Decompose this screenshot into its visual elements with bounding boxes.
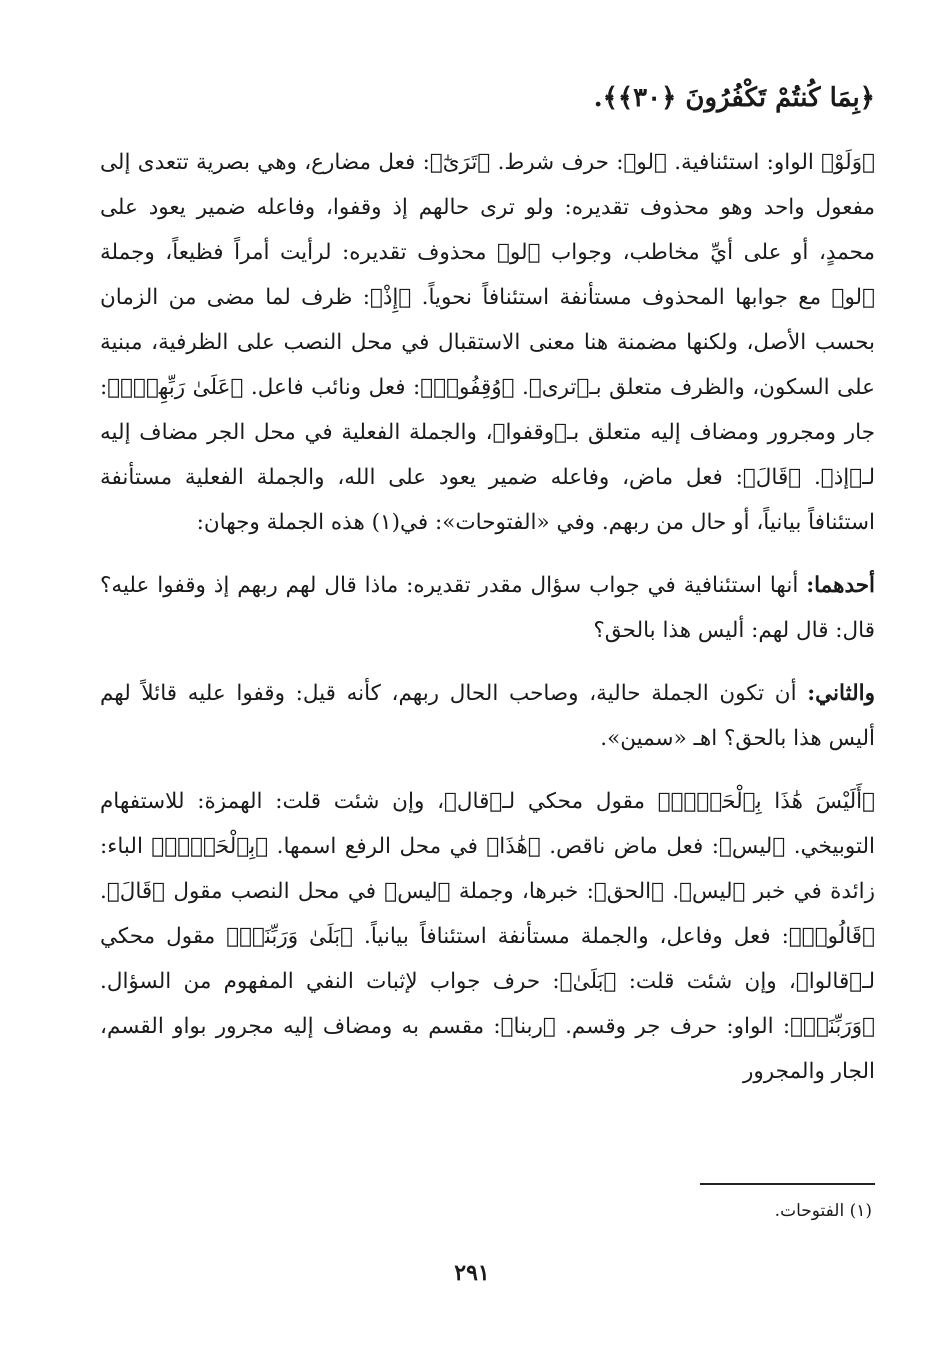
first-view-text: أنها استئنافية في جواب سؤال مقدر تقديره: ماذا قال لهم ربهم إذ وقفوا عليه؟ قال: قال لهم: أليس هذا بالحق؟ — [100, 573, 875, 643]
footnote-divider — [700, 1183, 875, 1185]
first-view-label: أحدهما: — [806, 573, 875, 598]
second-view-text: أن تكون الجملة حالية، وصاحب الحال ربهم، كأنه قيل: وقفوا عليه قائلاً لهم أليس هذا بالحق؟ اهـ «سمين». — [100, 681, 875, 751]
footnote: (١) الفتوحات. — [774, 1201, 872, 1221]
page-number: ٢٩١ — [454, 1260, 490, 1286]
paragraph-first-view — [100, 563, 875, 653]
paragraph-second-view — [100, 671, 875, 761]
page-body — [100, 78, 875, 1112]
second-view-label: والثاني: — [807, 681, 875, 706]
paragraph-grammar-2: ﴿أَلَيْسَ هَٰذَا بِٱلْحَقِّۚ﴾ مقول محكي لـ﴿قال﴾، وإن شئت قلت: الهمزة: للاستفهام التوبيخي. ﴿ليس﴾: فعل ماض ناقص. ﴿هَٰذَا﴾ في محل الرفع اسمها. ﴿بِٱلْحَقِّۚ﴾ الباء: زائدة في خبر ﴿ليس﴾. ﴿الحق﴾: خبرها، وجملة ﴿ليس﴾ في محل النصب مقول ﴿قَالَ﴾. ﴿قَالُوا۟﴾: فعل وفاعل، والجملة مستأنفة استئنافاً بيانياً. ﴿بَلَىٰ وَرَبِّنَاۚ﴾ مقول محكي لـ﴿قالوا﴾، وإن شئت قلت: ﴿بَلَىٰ﴾: حرف جواب لإثبات النفي المفهوم من السؤال. ﴿وَرَبِّنَاۚ﴾: الواو: حرف جر وقسم. ﴿ربنا﴾: مقسم به ومضاف إليه مجرور بواو القسم، الجار والمجرور — [100, 789, 875, 1084]
paragraph-grammar-1: ﴿وَلَوْ﴾ الواو: استئنافية. ﴿لو﴾: حرف شرط. ﴿تَرَىٰٓ﴾: فعل مضارع، وهي بصرية تتعدى إلى مفعول واحد وهو محذوف تقديره: ولو ترى حالهم إذ وقفوا، وفاعله ضمير يعود على محمدٍ، أو على أيِّ مخاطب، وجواب ﴿لو﴾ محذوف تقديره: لرأيت أمراً فظيعاً، وجملة ﴿لو﴾ مع جوابها المحذوف مستأنفة استئنافاً نحوياً. ﴿إِذْ﴾: ظرف لما مضى من الزمان بحسب الأصل، ولكنها مضمنة هنا معنى الاستقبال في محل النصب على الظرفية، مبنية على السكون، والظرف متعلق بـ﴿ترى﴾. ﴿وُقِفُوا۟﴾: فعل ونائب فاعل. ﴿عَلَىٰ رَبِّهِمْۚ﴾: جار ومجرور ومضاف إليه متعلق بـ﴿وقفوا﴾، والجملة الفعلية في محل الجر مضاف إليه لـ﴿إذ﴾. ﴿قَالَ﴾: فعل ماض، وفاعله ضمير يعود على الله، والجملة الفعلية مستأنفة استئنافاً بيانياً، أو حال من ربهم. وفي «الفتوحات»: في(١) هذه الجملة وجهان: — [100, 150, 875, 535]
verse-heading: ﴿بِمَا كُنتُمْ تَكْفُرُونَ ﴿٣٠﴾﴾. — [593, 83, 875, 113]
